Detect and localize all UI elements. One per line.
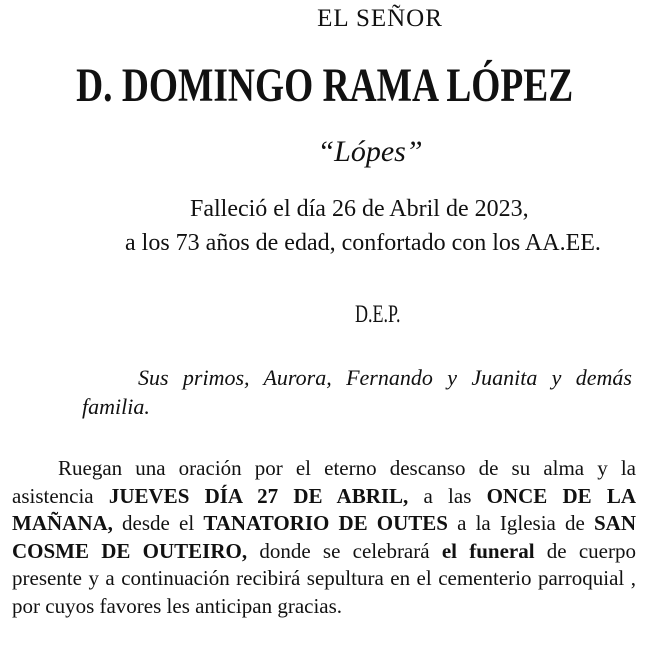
funeral-label: el funeral: [441, 538, 535, 563]
age-line: a los 73 años de edad, confortado con los AA.EE.: [125, 230, 601, 256]
nickname: “Lópes”: [317, 135, 423, 168]
family-paragraph: Sus primos, Aurora, Fernando y Juanita y demás familia.: [82, 365, 632, 419]
dep-text: D.E.P.: [355, 301, 401, 328]
funeral-time: ONCE DE LA MAÑANA,: [12, 483, 636, 535]
funeral-day: JUEVES DÍA 27 DE ABRIL,: [108, 483, 409, 508]
dep-container: [355, 301, 418, 329]
name-container: [0, 58, 650, 113]
heading-el-senor: EL SEÑOR: [317, 5, 443, 32]
prayer-paragraph: [12, 455, 636, 620]
prayer-text-1: Ruegan una oración por el eterno descanso de su alma y la asistencia: [12, 456, 636, 508]
prayer-text-5: donde se celebrará: [247, 538, 442, 563]
church-name: SAN COSME DE OUTEIRO,: [12, 511, 636, 563]
prayer-text-2: a las: [408, 483, 487, 508]
prayer-text-6: de cuerpo presente y a continuación recibirá sepultura en el cementerio parroquial , por cuyos favores les anticipan gracias.: [12, 538, 637, 618]
prayer-text-3: desde el: [112, 511, 204, 535]
deceased-name: D. DOMINGO RAMA LÓPEZ: [76, 59, 574, 112]
prayer-text-4: a la Iglesia de: [447, 511, 594, 535]
death-date-line: Falleció el día 26 de Abril de 2023,: [190, 196, 529, 222]
funeral-home: TANATORIO DE OUTES: [203, 511, 448, 535]
